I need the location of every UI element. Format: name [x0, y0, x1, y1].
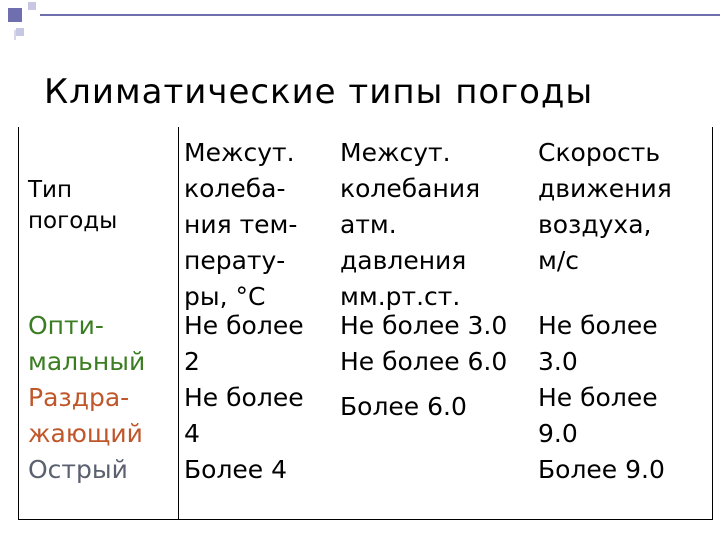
decor-square-small [16, 28, 24, 36]
decor-square-small [28, 2, 36, 10]
table-border-right [712, 127, 713, 520]
header-wind-speed: Скорость движения воздуха, м/с [538, 138, 672, 275]
table-col-divider [178, 127, 179, 520]
temp-acute: Более 4 [184, 455, 288, 484]
header-temp-fluctuation: Межсут. колеба- ния тем- перату- ры, °С [184, 138, 298, 311]
header-weather-type: Тип погоды [28, 177, 118, 234]
type-irritating: Раздра- жающий [28, 383, 143, 448]
type-optimal: Опти- мальный [28, 311, 146, 376]
table-border-bottom [18, 519, 713, 520]
pressure-optimal: Не более 3.0 [340, 311, 508, 340]
wind-optimal: Не более 3.0 [538, 311, 658, 376]
slide-title: Климатические типы погоды [44, 72, 594, 112]
table-border-left [18, 127, 19, 520]
wind-acute: Более 9.0 [538, 455, 665, 484]
pressure-irritating: Не более 6.0 [340, 347, 508, 376]
temp-irritating: Не более 4 [184, 383, 304, 448]
decor-side-rule [14, 30, 16, 40]
type-acute: Острый [28, 455, 128, 484]
temp-optimal: Не более 2 [184, 311, 304, 376]
decor-top-rule [40, 14, 720, 16]
weather-types-table [18, 127, 713, 520]
decor-square-large [8, 8, 22, 22]
wind-irritating: Не более 9.0 [538, 383, 658, 448]
pressure-acute: Более 6.0 [340, 392, 467, 421]
header-pressure-fluctuation: Межсут. колебания атм. давления мм.рт.ст. [340, 138, 481, 311]
